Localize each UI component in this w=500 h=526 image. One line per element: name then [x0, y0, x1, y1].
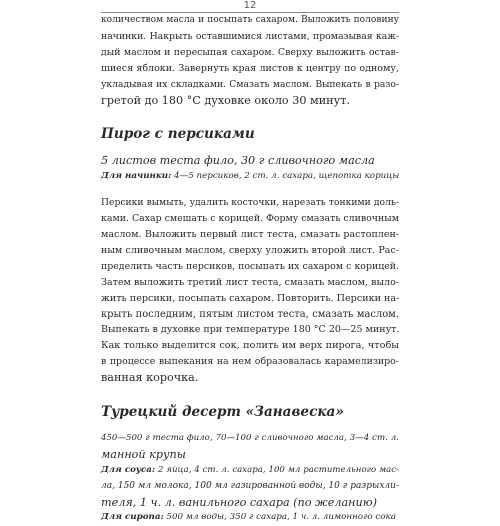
filling-line: [101, 169, 399, 185]
intro-line: начинки. Накрыть оставшимися листами, промазывая каж-: [101, 30, 399, 42]
method-line: пределить часть персиков, посыпать их сахаром с корицей.: [101, 260, 399, 272]
filling-label: Для начинки:: [101, 171, 172, 182]
intro-paragraph: [101, 13, 399, 108]
intro-line: количеством масла и посыпать сахаром. Выложить половину: [101, 15, 399, 25]
ingredients-line: манной крупы: [101, 447, 186, 461]
peach-pie-method: [101, 195, 399, 386]
method-line: крыть последним, пятым листом теста, смазать маслом.: [101, 308, 399, 320]
sauce-line: ла, 150 мл молока, 100 мл газированной воды, 10 г разрыхли-: [101, 480, 399, 491]
method-line: жить персики, посыпать сахаром. Повторить. Персики на-: [101, 292, 400, 304]
syrup-label: Для сиропа:: [101, 512, 164, 523]
intro-line: дый маслом и пересыпая сахаром. Сверху выложить остав-: [101, 46, 399, 58]
sauce-line: теля, 1 ч. л. ванильного сахара (по желанию): [101, 495, 377, 509]
method-line: в процессе выпекания на нем образовалась карамелизиро-: [101, 356, 399, 368]
sauce-text: 2 яйца, 4 ст. л. сахара, 100 мл растительного мас-: [155, 464, 400, 475]
ingredients-line: 450—500 г теста фило, 70—100 г сливочного масла, 3—4 ст. л.: [101, 432, 399, 443]
filling-text: 4—5 персиков, 2 ст. л. сахара, щепотка корицы: [171, 171, 400, 182]
intro-line: гретой до 180 °С духовке около 30 минут.: [101, 93, 350, 107]
method-line: Затем выложить третий лист теста, смазать маслом, выло-: [101, 276, 399, 288]
syrup-text: 500 мл воды, 350 г сахара, 1 ч. л. лимонного сока: [163, 512, 396, 523]
page-number: 12: [243, 0, 257, 11]
ingredients-line: 5 листов теста фило, 30 г сливочного масла: [101, 154, 375, 168]
method-line: Как только выделится сок, полить им верх пирога, чтобы: [101, 340, 399, 352]
intro-line: шиеся яблоки. Завернуть края листов к центру по одному,: [101, 62, 399, 74]
sauce-label: Для соуса:: [101, 464, 156, 475]
method-line: ванная корочка.: [101, 371, 199, 385]
method-line: ным сливочным маслом, сверху уложить второй лист. Рас-: [101, 244, 399, 256]
sauce-line: [101, 463, 399, 479]
method-line: Выпекать в духовке при температуре 180 °С 20—25 минут.: [101, 324, 400, 336]
recipe-title-peach-pie: Пирог с персиками: [101, 126, 255, 143]
method-line: ками. Сахар смешать с корицей. Форму смазать сливочным: [101, 213, 399, 225]
turkish-dessert-ingredients: [101, 431, 399, 526]
page-content: [101, 13, 399, 526]
syrup-line: [101, 510, 399, 526]
method-line: Персики вымыть, удалить косточки, нарезать тонкими доль-: [101, 197, 399, 209]
method-line: маслом. Выложить первый лист теста, смазать растоплен-: [101, 228, 399, 240]
intro-line: укладывая их складками. Смазать маслом. Выпекать в разо-: [101, 78, 399, 90]
recipe-title-turkish-dessert: Турецкий десерт «Занавеска»: [101, 404, 344, 421]
peach-pie-ingredients: [101, 153, 399, 185]
